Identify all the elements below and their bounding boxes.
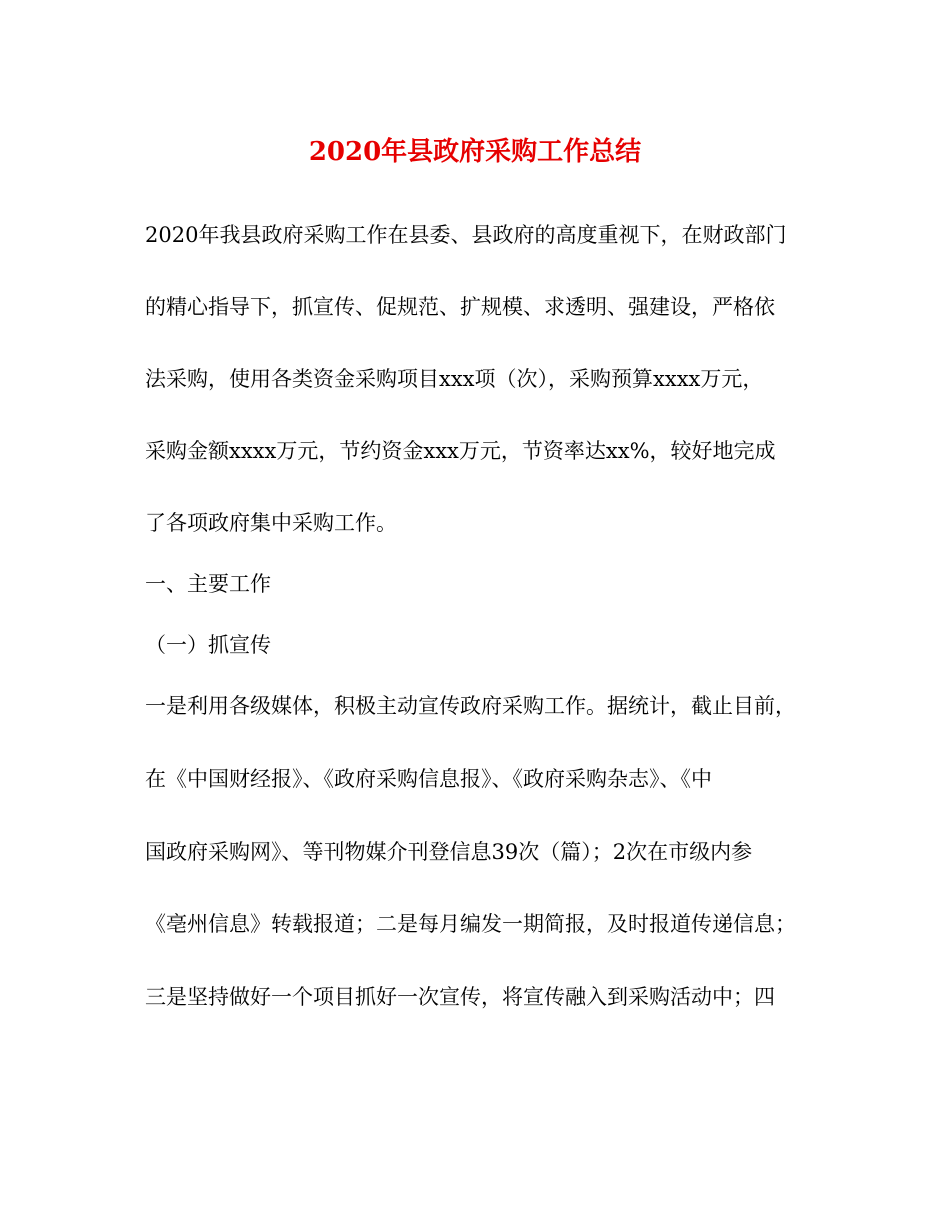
paragraph-line-5: 了各项政府集中采购工作。 bbox=[145, 511, 397, 535]
paragraph-line-3: 法采购，使用各类资金采购项目xxx项（次），采购预算xxxx万元， bbox=[145, 367, 764, 391]
paragraph-line-1: 2020年我县政府采购工作在县委、县政府的高度重视下，在财政部门 bbox=[145, 223, 787, 247]
paragraph-line-10: 三是坚持做好一个项目抓好一次宣传，将宣传融入到采购活动中；四 bbox=[145, 985, 775, 1009]
paragraph-line-8: 国政府采购网》、等刊物媒介刊登信息39次（篇）；2次在市级内参 bbox=[145, 840, 753, 864]
document-title: 2020年县政府采购工作总结 bbox=[308, 137, 642, 167]
section-heading-main-work: 一、主要工作 bbox=[145, 572, 271, 596]
paragraph-line-9: 《亳州信息》转载报道；二是每月编发一期简报，及时报道传递信息； bbox=[145, 912, 796, 936]
paragraph-line-2: 的精心指导下，抓宣传、促规范、扩规模、求透明、强建设，严格依 bbox=[145, 295, 775, 319]
paragraph-line-7: 在《中国财经报》、《政府采购信息报》、《政府采购杂志》、《中 bbox=[145, 767, 712, 791]
paragraph-line-4: 采购金额xxxx万元，节约资金xxx万元，节资率达xx%，较好地完成 bbox=[145, 439, 776, 463]
paragraph-line-6: 一是利用各级媒体，积极主动宣传政府采购工作。据统计，截止目前， bbox=[145, 694, 796, 718]
subsection-heading-publicity: （一）抓宣传 bbox=[145, 633, 271, 657]
